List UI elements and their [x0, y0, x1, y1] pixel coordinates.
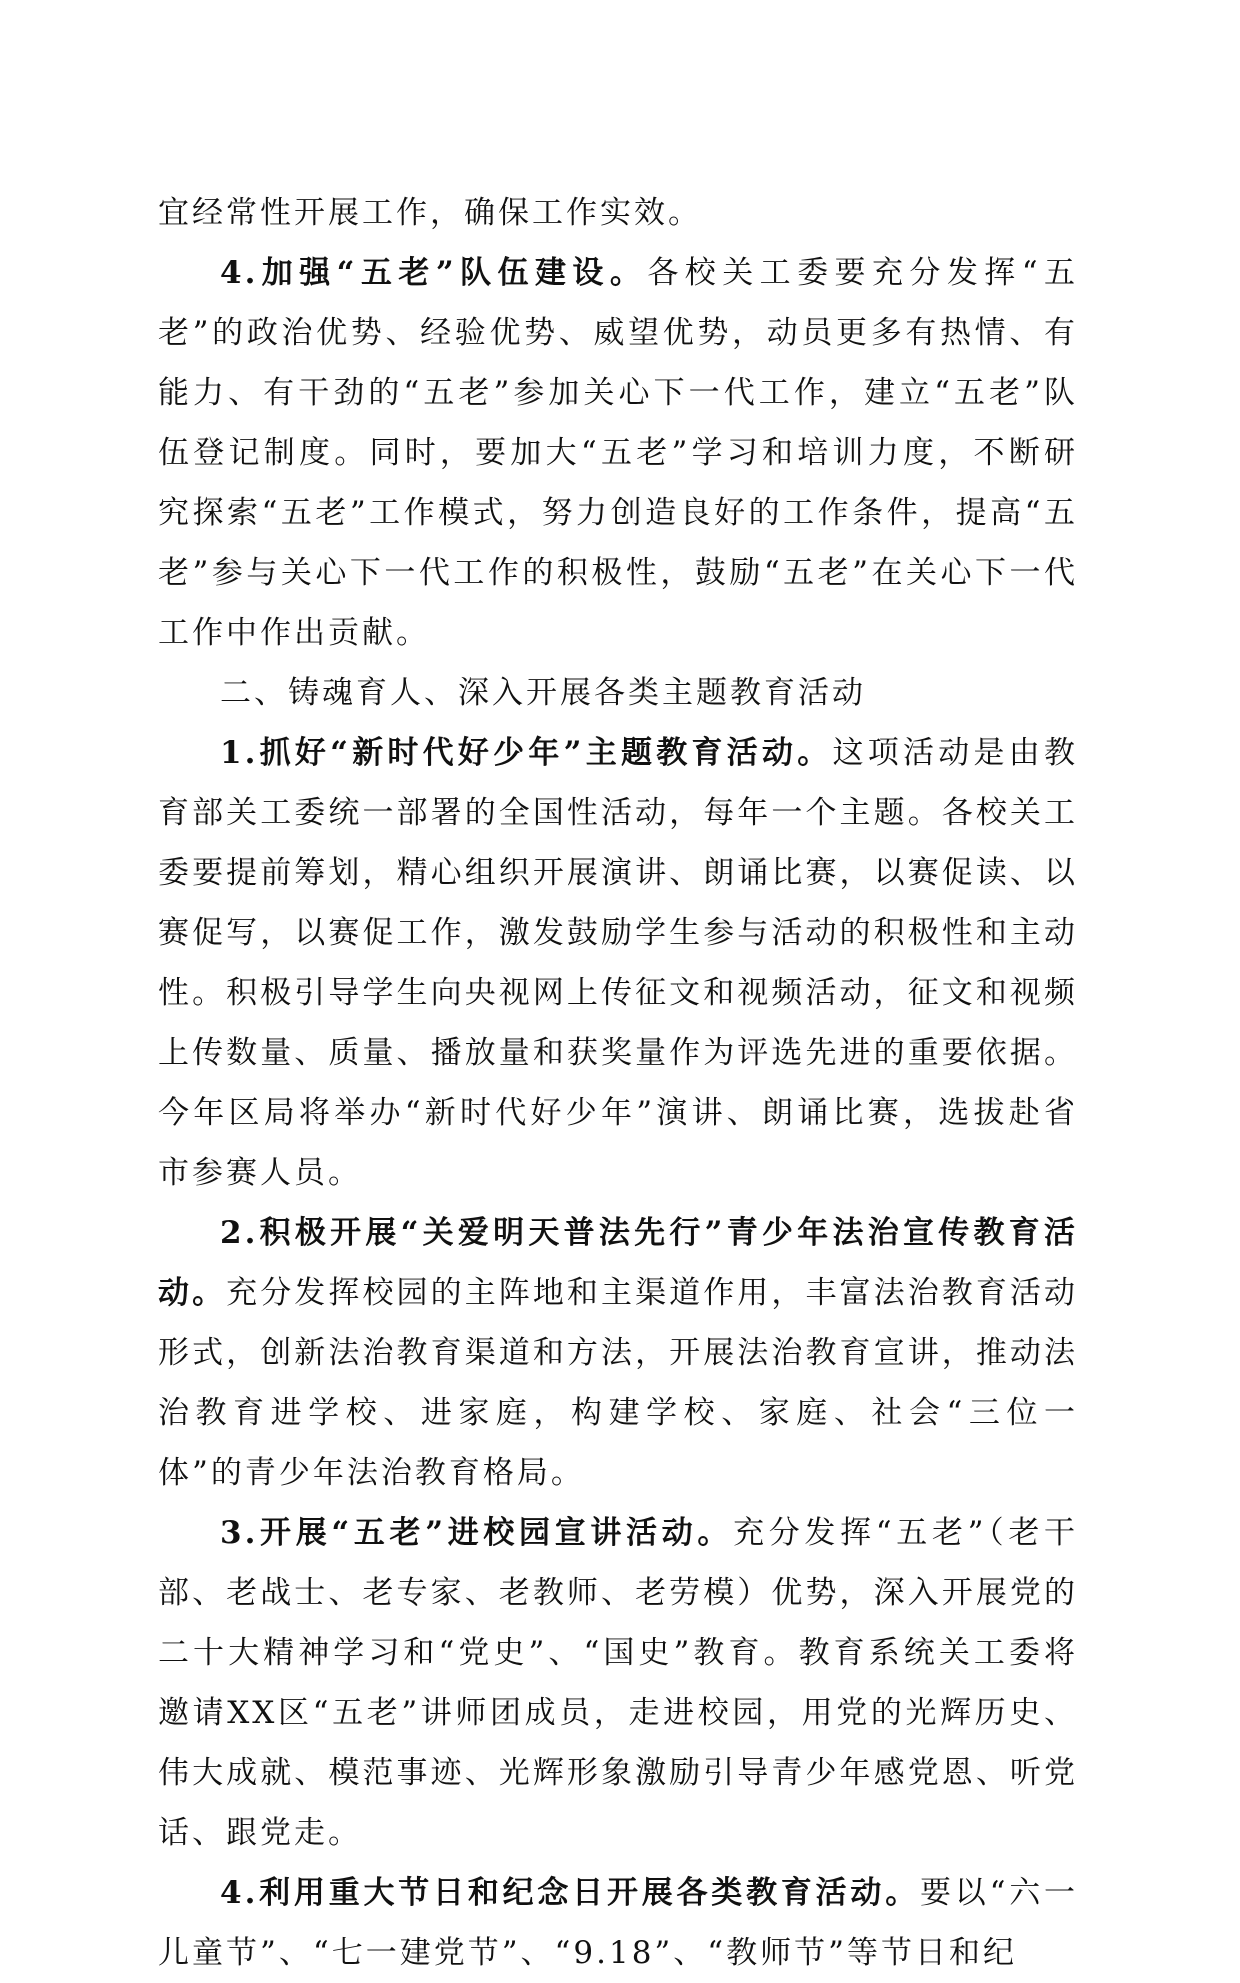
paragraph-good-youth: [158, 723, 1078, 1203]
paragraph-heading: 3.开展“五老”进校园宣讲活动。: [220, 1515, 734, 1551]
paragraph-heading: 2.积极开展“关爱明天普法先行”青少年法治宣传教育活动。: [158, 1215, 1078, 1311]
paragraph-text: 充分发挥“五老”（老干部、老战士、老专家、老教师、老劳模）优势，深入开展党的二十大精神学习和“党史”、“国史”教育。教育系统关工委将邀请XX区“五老”讲师团成员，走进校园，用党的光辉历史、伟大成就、模范事迹、光辉形象激励引导青少年感党恩、听党话、跟党走。: [158, 1515, 1078, 1851]
paragraph-team-building: [158, 243, 1078, 663]
section-heading-text: 二、铸魂育人、深入开展各类主题教育活动: [220, 675, 866, 711]
paragraph-text: 各校关工委要充分发挥“五老”的政治优势、经验优势、威望优势，动员更多有热情、有能力、有干劲的“五老”参加关心下一代工作，建立“五老”队伍登记制度。同时，要加大“五老”学习和培训力度，不断研究探索“五老”工作模式，努力创造良好的工作条件，提高“五老”参与关心下一代工作的积极性，鼓励“五老”在关心下一代工作中作出贡献。: [158, 255, 1078, 651]
paragraph-text: 要以“六一儿童节”、“七一建党节”、“9.18”、“教师节”等节日和纪: [158, 1875, 1078, 1971]
paragraph-legal-education: [158, 1203, 1078, 1503]
paragraph-heading: 1.抓好“新时代好少年”主题教育活动。: [220, 735, 833, 771]
paragraph-heading: 4.利用重大节日和纪念日开展各类教育活动。: [220, 1875, 920, 1911]
paragraph-continuation: [158, 183, 1078, 243]
paragraph-holiday-activities: [158, 1863, 1078, 1983]
paragraph-text: 这项活动是由教育部关工委统一部署的全国性活动，每年一个主题。各校关工委要提前筹划，精心组织开展演讲、朗诵比赛，以赛促读、以赛促写，以赛促工作，激发鼓励学生参与活动的积极性和主动性。积极引导学生向央视网上传征文和视频活动，征文和视频上传数量、质量、播放量和获奖量作为评选先进的重要依据。今年区局将举办“新时代好少年”演讲、朗诵比赛，选拔赴省市参赛人员。: [158, 735, 1078, 1191]
paragraph-campus-lectures: [158, 1503, 1078, 1863]
section-heading: [158, 663, 1078, 723]
paragraph-text: 充分发挥校园的主阵地和主渠道作用，丰富法治教育活动形式，创新法治教育渠道和方法，开展法治教育宣讲，推动法治教育进学校、进家庭，构建学校、家庭、社会“三位一体”的青少年法治教育格局。: [158, 1275, 1078, 1491]
paragraph-heading: 4.加强“五老”队伍建设。: [220, 255, 648, 291]
paragraph-text: 宜经常性开展工作，确保工作实效。: [158, 195, 702, 231]
document-page: [158, 183, 1078, 1983]
